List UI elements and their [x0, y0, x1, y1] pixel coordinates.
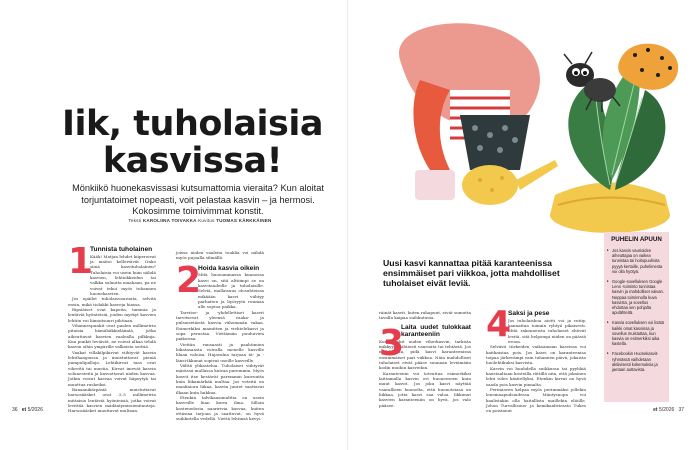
article-credits: [70, 218, 330, 223]
section-4-para-3: Kasvin voi huuhdella suihkussa tai pyyhkiä kaustaaltaan kosteilla rättillä niin, että jokainen lehti tulee käsitellyksi. Etenkin kirvat on hyvä saada pois kasvin pinnalta.: [486, 365, 586, 387]
folio-left: [12, 407, 43, 413]
section-4-para-1: Jos tuholaisboa aiotti voi ja rutiiy, kannattaa toimiin ryhtyä pikaisesti. Mitä rakenneistu tuholaiset ehtivät levitä, sitä helpompi niiden on päästä eroon.: [508, 317, 586, 344]
section-1-para-5: Vaakat villakilpikirvat viihtyvät kasvin lehtihangoissa ja muistuttavat pieniä pumpulipalloja. Lehtikirvat taas ovat vihreitä tai mustia. Kirvat imevät kasvin solunesteitä ja kasvattavat niiden kasvua. Jotkin voivat kasvaa voivat häpeytyä tai muuttua ruskeiksi.: [68, 349, 156, 387]
section-2-para-5: Välttä ylikastelua. Tuholaiset viihtyvät märässä mullassa kuivaa paremmin. Myös kasvit itse kestävät paremmin kuivuutta kuin liikamärkää multaa. Jos veteitä on maaliniora liikaa, kasvin juuret saattavat ilkaan kuin hukkua.: [176, 363, 264, 395]
sidebar-tip-2: ▸ Google-sovelluksen Google Lens -toiminto tunnistaa kasvin ja mahdolliset vaivan. Neppaa toiminnolla kuva kasvista, ja sovellus ehdottaa sen pohjalta apulähteitä.: [609, 279, 664, 315]
section-4-para-2: Selvästi tiirkeiden vaiksamaan kasvissa voi kaitkaistaa pois. Jos kasvi on karanteenisa toipaa järkevämpi vain tuhannen päivä, jokaista huolehtikuksi kasvista.: [486, 344, 586, 366]
pull-quote: Uusi kasvi kannattaa pitää karanteenissa ensimmäiset pari viikkoa, jotta mahdolliset tuholaiset eivät leviä.: [383, 258, 560, 289]
section-1-para-2: Jos epäilet tuholaisvaurioita, selvitä ensin, mikä tiolakki kasveja hiassa.: [68, 296, 156, 307]
body-column-4: [486, 304, 586, 414]
section-1-para-6: Banaanikärpäsiä muistuttavat harsosääsket ovat 3–5 millimetrin mittaisia lentäviä hyönteisiä, jotka voivat levittää kasvien mädäntymissienitauteja. Harsosääsket muuttavat multaan.: [68, 387, 156, 414]
folio-left-page: 36: [12, 407, 18, 413]
section-2: [176, 259, 264, 310]
section-4: [486, 304, 586, 345]
section-number-1: 1: [68, 241, 94, 282]
folio-left-issue: 5/2026: [27, 407, 43, 413]
folio-left-mag: et: [21, 407, 27, 413]
section-4-para-4: Perimiseen kelpaa myös perimmäksi jollekin lenemaapudsiudessa. Mäntysuopa voi kaalistakin olla haitallista muillekin eliöille. Johon Turvallisuus- ja kemikaalivirasto Tukes on poistanut: [486, 386, 586, 414]
section-3-para-1: räinät kasvit, kuten rahapuut, eivät sumutta tavalla kaipaa suihkutusta.: [379, 310, 471, 321]
sidebar-tip-3: ▸ Kasvia sovelluksen voi lisätä kaikki omat kasvinsa ja sovellus muistuttaa, kun kasvia on esimerkiksi aika kastella.: [609, 320, 664, 346]
sleeve-shape: [413, 80, 450, 170]
sidebar-tip-4: ▸ Facebookin Huonekasvit-ryhmässä vaihdetaan aktiivisesti kokemuksia ja jaetaan auttavista.: [609, 351, 664, 372]
hand-shape: [415, 170, 455, 200]
watering-can-spout: [516, 160, 558, 190]
watering-can-icon: [462, 165, 518, 205]
credit-illus-label: Kuvitus: [198, 218, 215, 223]
section-title-3: Laita uudet tulokkaat karanteeniin: [401, 323, 471, 339]
folio-right-mag: et: [653, 407, 658, 413]
section-1: [68, 241, 156, 296]
section-2-para-1: joissa niiden vaaleita touklia voi nähdä myös pujoalla silmällä.: [176, 250, 264, 261]
page-gutter: [347, 0, 349, 450]
section-3-para-2: Kun hankit uuden viherkasvin, tarkista mikkyyleksihtiesti vaurioita tai tehtäviä. Jos mahdollista, pidä kasvi karanteenissa ensimmäiset pari viikkoa. Näin mahdolliset tuholaiset eivät pääse suunaan leviämään kodin muihin kasveihin.: [379, 338, 471, 371]
body-column-1: [68, 241, 156, 414]
section-2-para-6: Etenkin talvikausimulttia on usein kasveille liian kuiva ilma. Silloin kostenedosta naaririvia kasvaa, kuiten ettäsiaa tarjoaa ja saattuvat, on hyvä suihkutella vedellä. Viettä lehtinsä kevyi.: [176, 395, 264, 422]
credit-text-author: KAROLIINA TOIVAKKA: [142, 218, 197, 223]
sidebar-box: [604, 232, 669, 402]
article-headline: Iik, tuholaisia kasvissa!: [62, 104, 323, 181]
section-2-para-3: Tarvitse- ja -yhdellettiset kasvit tarvitsevat yleensä vaaka- ja pulsuisetäistä kasvia vähemmän vakaa. Esimerkiksi mainitten ja viehtelekasvi ja sopa perustaa. Viettämän puuhuvien paikoissa.: [176, 309, 264, 342]
folio-right-page: 37: [678, 407, 684, 413]
section-1-para-3: Ripsiäiset ovat kapeita, tummia ja lentäviä hyönteisiä, joiden myrkyt kasvien lehtiin voi liimoitsuuri pihtiaan.: [68, 306, 156, 323]
dark-pot-shape: [460, 115, 530, 170]
credit-illus-author: TUOMAS KÄRKKÄINEN: [216, 218, 272, 223]
section-title-1: Tunnista tuholainen: [90, 246, 153, 253]
article-deck: Mönkiikö huonekasvissasi kutsumattomia vieraita? Kun aloitat torjuntatoimet nopeasti, voit pelastaa kasvin – ja hermosi. Kokosimme toimivimmat konstit.: [72, 183, 324, 216]
credit-text-label: Teksti: [128, 218, 142, 223]
section-2-para-4: Viettän runsaasti ja paahtimien liikatasaasta voivalla monelle kasville lilaan valoisa. Hajavalna tarjoaa tä- ja - länsi-ikkunat sopivat useille kasveille.: [176, 341, 264, 363]
folio-right-issue: 5/2026: [658, 407, 675, 413]
plant-pest-illustration: [380, 20, 680, 235]
folio-right: [653, 407, 684, 413]
section-title-2: Hoida kasvia oikein: [198, 264, 260, 272]
section-number-3: 3: [379, 322, 405, 364]
section-number-4: 4: [486, 304, 512, 345]
section-3-para-3: Karanteenin voi toteuttaa esimerkiksi laittamalla kasvin eri huoneeseen kuin muut kasvit. Jos joku kasvi näyttää vaarallisen huonolta, että huonoteiasa on liikkaa, jotta kasvi saa valoa. Iikkunat kasvien karanteeniin on hyvä, jos valo pääsee.: [379, 370, 471, 408]
section-1-para-1: Kääk! Matjan lehdet kiiperoivat ja maitoi kellertävät. Onko siinä kasvituholainen? Tuholaisia voi usein kuin nähdä kasvien, lehtiokkeiden tai valkka sulautta maahaan, pa ne voivat tekoi myös tuhannen huonekasvien.: [90, 253, 156, 296]
body-column-3: [379, 310, 471, 406]
section-1-para-4: Vihannespunkit ovat paalen millimetrin pituisia hämähäkkieläimiä, jotka aiheuttavat kasvien vaalealla pilkkuja. Kun punkit leviävät, ne voivat alkaa tehdä kasvin oihin ympärille valkoista seittiä.: [68, 322, 156, 350]
body-column-2: [176, 250, 264, 422]
section-number-2: 2: [176, 259, 202, 301]
sidebar-title: PUHELIN APUUN: [611, 236, 662, 243]
sidebar-tip-1: ▸ Jos kasvin vaurioiden aiheuttajaa on vaikea tunnistaa tai hoitopuuhista pyyyä kertaille, puhelimesta voi olla hyötyä.: [609, 248, 664, 274]
section-2-para-2: Mitä huonommassa kunnossa kasvi on, sitä alttiimpi se on kasvitaudeille ja tuholaisille. Selviä, mallaisuus olosuhteissa mikäään kasvi viihtyy parhaiten ja liyöryytä ruumaa alle soptoa paikka.: [198, 272, 264, 310]
section-title-4: Saksi ja pese: [508, 310, 550, 317]
